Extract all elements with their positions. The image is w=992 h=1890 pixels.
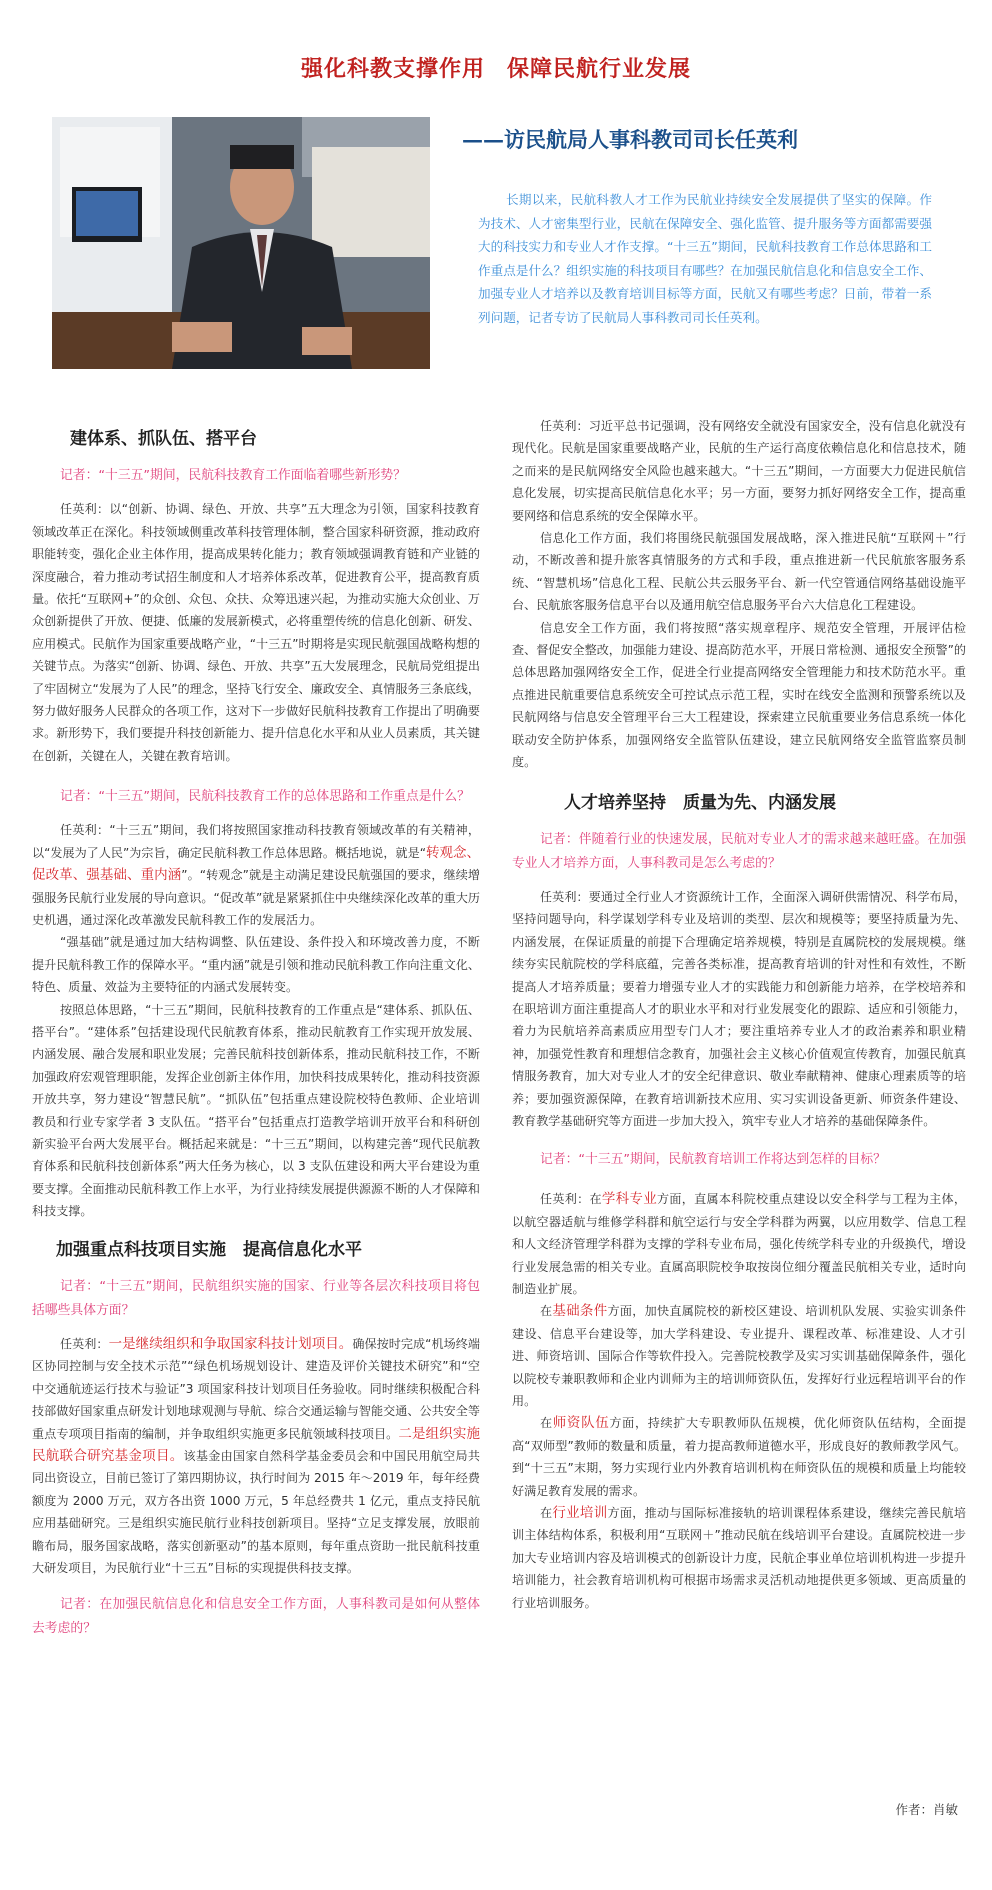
answer-paragraph: 任英利：在学科专业方面，直属本科院校重点建设以安全科学与工程为主体，以航空器适航与维修学科群和航空运行与安全学科群为两翼，以应用数学、信息工程和人文经济管理学科群为支撑的学科专业布局，强化传统学科专业的升级换代，增设行业发展急需的相关专业。直属高职院校争取按岗位细分覆盖民航相关专业，适时向制造业扩展。 — [512, 1191, 966, 1296]
answer-paragraph: “强基础”就是通过加大结构调整、队伍建设、条件投入和环境改善力度，不断提升民航科教工作的保障水平。“重内涵”就是引领和推动民航科教工作向注重文化、特色、质量、效益为主要特征的内涵式发展转变。 — [32, 935, 480, 995]
interviewee-photo — [52, 117, 430, 369]
title-part-1: 强化科教支撑作用 — [300, 56, 485, 82]
answer-paragraph: 任英利：习近平总书记强调，没有网络安全就没有国家安全，没有信息化就没有现代化。民航是国家重要战略产业，民航的生产运行高度依赖信息化和信息技术，随之而来的是民航网络安全风险也越来越大。“十三五”期间，一方面要大力促进民航信息化发展，切实提高民航信息化水平；另一方面，要努力抓好网络安全工作，提高重要网络和信息系统的安全保障水平。 — [512, 419, 966, 523]
highlight-text: 一是继续组织和争取国家科技计划项目。 — [108, 1336, 353, 1352]
answer-paragraph: 在行业培训方面，推动与国际标准接轨的培训课程体系建设，继续完善民航培训主体结构体系，积极利用“互联网＋”推动民航在线培训平台建设。直属院校进一步加大专业培训内容及培训模式的创新设计力度，民航企事业单位培训机构进一步提升培训能力，社会教育培训机构可根据市场需求灵活机动地提供更多领域、更高质量的行业培训服务。 — [512, 1505, 966, 1610]
lead-paragraph: 长期以来，民航科教人才工作为民航业持续安全发展提供了坚实的保障。作为技术、人才密集型行业，民航在保障安全、强化监管、提升服务等方面都需要强大的科技实力和专业人才作支撑。“十三五”期间，民航科技教育工作总体思路和工作重点是什么？组织实施的科技项目有哪些？在加强民航信息化和信息安全工作、加强专业人才培养以及教育培训目标等方面，民航又有哪些考虑？日前，带着一系列问题，记者专访了民航局人事科教司司长任英利。 — [478, 192, 932, 325]
author-credit: 作者：肖敏 — [895, 1802, 958, 1817]
answer-paragraph: 信息安全工作方面，我们将按照“落实规章程序、规范安全管理，开展评估检查、督促安全整改，加强能力建设、提高防范水平，开展日常检测、通报安全预警”的总体思路加强网络安全工作，促进全行业提高网络安全管理能力和技术防范水平。重点推进民航重要信息系统安全可控试点示范工程，实时在线安全监测和预警系统以及民航网络与信息安全管理平台三大工程建设，探索建立民航重要业务信息系统一体化联动安全防护体系，加强网络安全监管队伍建设，建立民航网络安全监管监察员制度。 — [512, 620, 966, 770]
reporter-question: 记者：伴随着行业的快速发展，民航对专业人才的需求越来越旺盛。在加强专业人才培养方面，人事科教司是怎么考虑的？ — [512, 831, 966, 871]
answer-paragraph: 按照总体思路，“十三五”期间，民航科技教育的工作重点是“建体系、抓队伍、搭平台”。“建体系”包括建设现代民航教育体系，推动民航教育工作实现开放发展、内涵发展、融合发展和职业发展；完善民航科技创新体系，推动民航科技工作，不断加强政府宏观管理职能，发挥企业创新主体作用，加快科技成果转化，推动科技资源开放共享，努力建设“智慧民航”。“抓队伍”包括重点建设院校特色教师、企业培训教员和行业专家学者 3 支队伍。“搭平台”包括重点打造教学培训开放平台和科研创新实验平台两大发展平台。概括起来就是：“十三五”期间，以构建完善“现代民航教育体系和民航科技创新体系”两大任务为核心，以 3 支队伍建设和两大平台建设为重要支撑。全面推动民航科教工作上水平，为行业持续发展提供源源不断的人才保障和科技支撑。 — [32, 1002, 480, 1219]
reporter-question: 记者：在加强民航信息化和信息安全工作方面，人事科教司是如何从整体去考虑的？ — [32, 1597, 480, 1637]
highlight-text: 转观念、促改革、强基础、重内涵 — [32, 844, 480, 884]
title-part-2: 保障民航行业发展 — [507, 56, 692, 82]
answer-paragraph: 信息化工作方面，我们将围绕民航强国发展战略，深入推进民航“互联网＋”行动，不断改善和提升旅客真情服务的方式和手段，重点推进新一代民航旅客服务系统、“智慧机场”信息化工程、民航公共云服务平台、新一代空管通信网络基础设施平台、民航旅客服务信息平台以及通用航空信息服务平台六大信息化工程建设。 — [512, 531, 966, 613]
section-heading: 加强重点科技项目实施 提高信息化水平 — [56, 1239, 362, 1260]
highlight-text: 行业培训 — [552, 1505, 608, 1522]
article-subtitle: ——访民航局人事科教司司长任英利 — [462, 127, 798, 152]
answer-paragraph: 任英利：一是继续组织和争取国家科技计划项目。确保按时完成“机场终端区协同控制与安全技术示范”“绿色机场规划设计、建造及评价关键技术研究”和“空中交通航迹运行技术与验证”3 项国家科技计划项目任务验收。同时继续积极配合科技部做好国家重点研发计划地球观测与导航、综合交通运输与智能交通、公共安全等重点专项项目指南的编制，并争取组织实施更多民航领域科技项目。二是组织实施民航联合研究基金项目。该基金由国家自然科学基金委员会和中国民用航空局共同出资设立，目前已签订了第四期协议，执行时间为 2015 年～2019 年，每年经费额度为 2000 万元，双方各出资 1000 万元，5 年总经费共 1 亿元，重点支持民航应用基础研究。三是组织实施民航行业科技创新项目。坚持“立足支撑发展，放眼前瞻布局，服务国家战略，落实创新驱动”的基本原则，每年重点资助一批民航科技重大研发项目，为民航行业“十三五”目标的实现提供科技支撑。 — [32, 1336, 480, 1576]
article-title — [0, 52, 992, 83]
answer-paragraph: 任英利：要通过全行业人才资源统计工作，全面深入调研供需情况、科学布局，坚持问题导向，科学谋划学科专业及培训的类型、层次和规模等；要坚持质量为先、内涵发展，在保证质量的前提下合理确定培养规模，特别是直属院校的发展规模。继续夯实民航院校的学科底蕴，完善各类标准，提高教育培训的针对性和有效性，不断提高人才培养质量；要着力增强专业人才的实践能力和创新能力培养，在学校培养和在职培训方面注重提高人才的职业水平和对行业发展变化的跟踪、适应和引领能力，着力为民航培养高素质应用型专门人才；要注重培养专业人才的政治素养和职业精神，加强党性教育和理想信念教育，加强社会主义核心价值观宣传教育，加强民航真情服务教育，加大对专业人才的安全纪律意识、敬业奉献精神、健康心理素质等的培养；要加强资源保障，在教育培训新技术应用、实习实训设备更新、师资条件建设、教育教学基础研究等方面进一步加大投入，筑牢专业人才培养的基础保障条件。 — [512, 889, 966, 1128]
highlight-text: 二是组织实施民航联合研究基金项目。 — [32, 1425, 480, 1465]
reporter-question: 记者：“十三五”期间，民航组织实施的国家、行业等各层次科技项目将包括哪些具体方面？ — [32, 1279, 480, 1318]
section-heading: 人才培养坚持 质量为先、内涵发展 — [564, 792, 836, 813]
highlight-text: 学科专业 — [601, 1191, 657, 1208]
answer-paragraph: 在师资队伍方面，持续扩大专职教师队伍规模，优化师资队伍结构，全面提高“双师型”教师的数量和质量，着力提高教师道德水平，形成良好的教师教学风气。到“十三五”末期，努力实现行业内外教育培训机构在师资队伍的规模和质量上均能较好满足教育发展的需求。 — [512, 1415, 966, 1498]
answer-paragraph: 在基础条件方面，加快直属院校的新校区建设、培训机队发展、实验实训条件建设、信息平台建设等，加大学科建设、专业提升、课程改革、标准建设、人才引进、师资培训、国际合作等软件投入。完善院校教学及实习实训基础保障条件，强化以院校专兼职教师和企业内训师为主的培训师资队伍，发挥好行业远程培训平台的作用。 — [512, 1303, 966, 1409]
answer-paragraph: 任英利：以“创新、协调、绿色、开放、共享”五大理念为引领，国家科技教育领域改革正在深化。科技领域侧重改革科技管理体制，整合国家科研资源，推动政府职能转变，强化企业主体作用，提高成果转化能力；教育领域强调教育链和产业链的深度融合，着力推动考试招生制度和人才培养体系改革，促进教育公平，提高教育质量。依托“互联网+”的众创、众包、众扶、众筹迅速兴起，为推动实施大众创业、万众创新提供了开放、便捷、低廉的发展新模式，必将重塑传统的信息化创新、研发、应用模式。民航作为国家重要战略产业，“十三五”时期将是实现民航强国战略构想的关键节点。为落实“创新、协调、绿色、开放、共享”五大发展理念，民航局党组提出了牢固树立“发展为了人民”的理念，坚持飞行安全、廉政安全、真情服务三条底线，努力做好服务人民群众的各项工作，这对下一步做好民航科技教育工作提出了明确要求。新形势下，我们要提升科技创新能力、提升信息化水平和从业人员素质，其关键在创新，关键在人，关键在教育培训。 — [32, 502, 480, 763]
highlight-text: 师资队伍 — [552, 1415, 610, 1432]
left-column — [32, 428, 480, 1651]
right-column — [512, 415, 966, 1614]
reporter-question: 记者：“十三五”期间，民航教育培训工作将达到怎样的目标？ — [540, 1152, 886, 1168]
reporter-question: 记者：“十三五”期间，民航科技教育工作面临着哪些新形势？ — [60, 468, 406, 484]
section-heading: 建体系、抓队伍、搭平台 — [70, 429, 257, 449]
reporter-question: 记者：“十三五”期间，民航科技教育工作的总体思路和工作重点是什么？ — [60, 789, 470, 805]
highlight-text: 基础条件 — [552, 1303, 608, 1320]
answer-paragraph: 任英利：“十三五”期间，我们将按照国家推动科技教育领域改革的有关精神，以“发展为了人民”为宗旨，确定民航科教工作总体思路。概括地说，就是“转观念、促改革、强基础、重内涵”。“转观念”就是主动满足建设民航强国的要求，继续增强服务民航行业发展的导向意识。“促改革”就是紧紧抓住中央继续深化改革的重大历史机遇，通过深化改革激发民航科教工作的发展活力。 — [32, 823, 481, 927]
